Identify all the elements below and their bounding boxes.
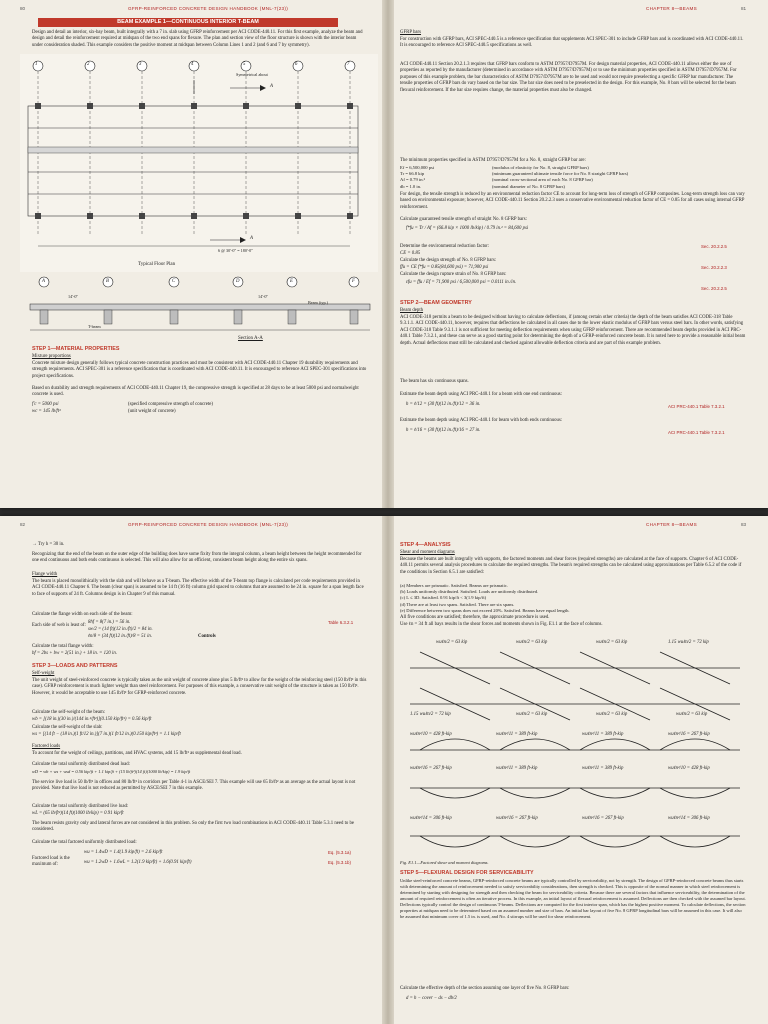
try-text: Recognizing that the end of the beam on the outer edge of the building does have some fixity from the integral column, a beam height between the height recommended for one end continuous and both ends continuous is selected. This will also allow for an efficient, consistent beam height along the entire six spans. [32, 552, 362, 564]
sec-ref-2: Sec. 20.2.2.3 [701, 265, 727, 270]
section-marker-a-top: A [270, 84, 273, 89]
condition-item: (d) There are at least two spans. Satisfied. There are six spans. [400, 601, 515, 607]
moment-label: wuℓn²/11 = 389 ft-kip [582, 732, 624, 737]
calc-live-load: Calculate the total uniformly distributed live load: [32, 804, 129, 809]
est-one-end: Estimate the beam depth using ACI PRC-440.1 for a beam with one end continuous: [400, 392, 563, 397]
dim-14ft-left: 14'-0" [68, 294, 79, 299]
grid-label-b: B [106, 279, 109, 284]
shear-label: wuℓn/2 = 63 kip [516, 640, 548, 645]
shear-label: wuℓn/2 = 63 kip [516, 712, 548, 717]
eq-slab-sw: ws = [(14 ft − (18 in.)(1 ft/12 in.)](7 in.)(1 ft/12 in.)(0.150 kip/ft³) = 1.1 kip/ft [32, 732, 181, 737]
shear-label: 1.15 wuℓn/2 = 72 kip [668, 640, 709, 645]
page-80 [18, 0, 380, 508]
moment-label: wuℓn²/11 = 389 ft-kip [496, 732, 538, 737]
running-head: CHAPTER 8—BEAMS [646, 6, 697, 11]
calc-beam-sw: Calculate the self-weight of the beam: [32, 710, 106, 715]
controls-label: Controls [198, 634, 216, 639]
eq-wu1: wu = 1.4wD = 1.4(1.9 kip/ft) = 2.6 kip/ft [84, 850, 163, 855]
wc-value: wc = 145 lb/ft³ [32, 409, 61, 414]
six-spans: The beam has six continuous spans. [400, 379, 469, 384]
flange-text: The beam is placed monolithically with the slab and will behave as a T-beam. The effective width of the T-beam top flange is calculated per code requirements provided in ACI CODE-440.11 Chapter 6. The beam (clear span) is assumed to be 14 ft (16 ft) column grid spaced to columns that are assumed to be 24 in. square for a span length face to face of supports of 24 ft. Columns design is in Chapter 9 of this manual. [32, 579, 364, 597]
gfrp-subheading: GFRP bars [400, 30, 422, 35]
top-spread [0, 0, 768, 508]
prop-desc: (nominal diameter of No. 8 GFRP bars) [492, 183, 565, 189]
shear-moment-diagram [400, 632, 750, 880]
eq-h2: h = ℓ/16 = (30 ft)(12 in./ft)/16 = 27 in. [406, 428, 481, 433]
figure-caption: Fig. E1.1—Factored shear and moment diagrams. [400, 860, 489, 865]
grid-label-f: F [352, 279, 355, 284]
grid-label-7: 7 [347, 62, 350, 67]
eq-ffu-star: f*fu = Tr / Af = (66.8 kip × 1000 lb/kip) / 0.79 in.² = 84,600 psi [406, 226, 529, 231]
grid-label-3: 3 [139, 62, 142, 67]
step4-subheading: Shear and moment diagrams [400, 550, 455, 555]
try-h: → Try h = 30 in. [32, 542, 65, 547]
grid-label-5: 5 [243, 62, 246, 67]
eq-eps: εfu = ffu / Ef = 71,900 psi / 6,500,000 psi = 0.0111 in./in. [406, 280, 517, 285]
tee-beam-label: T-beam [88, 324, 101, 329]
min-props-intro: The minimum properties specified in ASTM D7957/D7957M for a No. 8, straight GFRP bar are: [400, 158, 586, 163]
step1-text: Concrete mixture design generally follows typical concrete construction practices and must be consistent with ACI CODE-440.11 Chapter 19 durability requirements and strength requirements. ACI SPEC-301 is a reference specification that is coordinated with ACI CODE-440.11. It is encouraged to reference ACI SPEC-301 specifications into project specifications. [32, 361, 367, 379]
moment-label: wuℓn²/11 = 389 ft-kip [582, 766, 624, 771]
prop-symbol: Af = 0.79 in.² [400, 177, 426, 183]
prop-desc: (modulus of elasticity for No. 8, straight GFRP bars) [492, 165, 589, 170]
fc-value: f′c = 5000 psi [32, 402, 59, 407]
eq-beam-sw: wb = [(18 in.)(30 in.)/(144 in.²/ft²)](0.150 kip/ft³) = 0.56 kip/ft [32, 717, 152, 722]
running-head: GFRP-REINFORCED CONCRETE DESIGN HANDBOOK (MNL-7(23)) [128, 6, 289, 11]
page-number: 80 [20, 6, 26, 11]
eq-live-load: wL = (65 lb/ft²)(14 ft)(1000 lb/kip) = 0.91 kip/ft [32, 811, 124, 816]
conditions-list [400, 583, 746, 614]
step1-heading: STEP 1—MATERIAL PROPERTIES [32, 346, 120, 352]
eq-ffu: ffu = CE f*fu = 0.85(84,600 psi) = 71,900 psi [400, 265, 489, 270]
self-weight-subheading: Self-weight [32, 671, 55, 676]
wc-note: (unit weight of concrete) [128, 409, 176, 414]
fc-note: (specified compressive strength of concrete) [128, 402, 213, 407]
bottom-spread [0, 516, 768, 1024]
calc-slab-sw: Calculate the self-weight of the slab: [32, 725, 103, 730]
step4-heading: STEP 4—ANALYSIS [400, 542, 451, 548]
grid-label-1: 1 [35, 62, 38, 67]
live-load-text: The service live load is 50 lb/ft² in offices and 80 lb/ft² in corridors per Table 4-1 in ASCE/SEI 7. This example will use 65 lb/ft² as an average as the actual layout is not provided. Note that live load is not reduced as permitted by ASCE/SEI 7 in this example. [32, 780, 356, 792]
use-text: Use ℓn = 34 ft all bays results in the shear forces and moments shown in Fig. E1.1 at the face of columns. [400, 622, 603, 627]
dim-14ft-right: 14'-0" [258, 294, 269, 299]
eq-b3: ℓn/8 = (34 ft)(12 in./ft)/8 = 51 in. [88, 634, 153, 639]
calc-dead-load: Calculate the total uniformly distributed dead load: [32, 762, 131, 767]
symmetry-note: Symmetrical about [236, 72, 268, 77]
grid-label-2: 2 [87, 62, 90, 67]
step3-heading: STEP 3—LOADS AND PATTERNS [32, 663, 118, 669]
prop-symbol: Ef = 6,500,000 psi [400, 165, 435, 170]
intro-paragraph: Design and detail an interior, six-bay beam, built integrally with a 7 in. slab using GFRP reinforcement per ACI CODE-440.11. For this first example, analyze the beam and design and detail the reinforcement required at midspan of the two end spans for flexure. The plan and section view of the floor structure is shown with the interior beam under consideration shaded. This example considers the positive moment at midspan between Column Lines 1 and 2 (and 6 and 7 by symmetry). [32, 30, 363, 48]
shear-label: wuℓn/2 = 63 kip [596, 640, 628, 645]
calc-total-flange: Calculate the total flange width: [32, 644, 94, 649]
eq-bf: bf = 2bs + bw = 2(51 in.) + 18 in. = 120 in. [32, 651, 117, 656]
flange-subheading: Flange width [32, 572, 58, 577]
gfrp-text2: ACI CODE-440.11 Section 20.2.1.3 requires that GFRP bars conform to ASTM D7957/D7957M. For design material properties, ACI CODE-440.11 allows either the use of properties as reported by the manufacturer (determined in accordance with ASTM D7957/D7957M) or to use the minimum properties specified in ASTM D7957/D7957M. For purposes of this example problem, the bar characteristics of ASTM D7957/D7957M are to be used and would not require preselecting a specific GFRP bar manufacturer. The tensile properties of GFRP bars do vary based on the bar size. The bar size does need to be preselected in the design. For this example, No. 8 bars will be selected for the beam flexural reinforcement. If the bar size requires change, the material properties must also be changed. [400, 62, 737, 93]
step2-text: ACI CODE-318 permits a beam to be designed without having to calculate deflections, if (among certain other criteria) the depth of the beam satisfies ACI CODE-318 Table 9.3.1.1. ACI CODE-440.11, however, requires that deflections be calculated in all cases due to the lower elastic modulus of GFRP bars versus steel bars. In other words, satisfying ACI CODE-318 Table 9.3.1.1 is not sufficient for meeting deflection requirements when using GFRP reinforcement. There are recommended beam depths provided in ACI PRC-440.1 Table 7.3.2.1, and these can serve as a good starting point for determining the depth of a GFRP-reinforced concrete beam. It is noted here to provide a reasonable initial beam depth. Actual deflections must still be calculated and checked against allowable deflection criteria and are part of this example problem. [400, 315, 746, 346]
eq-wu2: wu = 1.2wD + 1.6wL = 1.2(1.9 kip/ft) + 1.6(0.91 kip/ft) [84, 860, 192, 865]
floor-plan-title: Typical Floor Plan [138, 262, 176, 267]
ref-table-1: ACI PRC-440.1 Table 7.3.2.1 [668, 404, 725, 409]
bay-dimension: 6 @ 30'-0" = 180'-0" [218, 248, 253, 253]
grid-label-d: D [236, 279, 240, 284]
moment-label: wuℓn²/14 = 306 ft-kip [410, 816, 452, 821]
est-both-ends: Estimate the beam depth using ACI PRC-440.1 for beam with both ends continuous: [400, 418, 563, 423]
page-number: 82 [20, 522, 26, 527]
each-side: Each side of web is least of: [32, 623, 86, 628]
conditions-end: All five conditions are satisfied; therefore, the approximate procedure is used. [400, 615, 550, 620]
props-descriptions [492, 165, 742, 190]
gutter [382, 516, 394, 1024]
gutter [382, 0, 394, 508]
sec-ref-1: Sec. 20.2.2.5 [701, 244, 727, 249]
section-marker-a-bottom: A [250, 236, 253, 241]
factored-is: Factored load is the maximum of: [32, 856, 70, 868]
calc-eps: Calculate the design rupture strain of No. 8 GFRP bars: [400, 272, 507, 277]
shear-label: wuℓn/2 = 63 kip [676, 712, 708, 717]
page-82 [18, 516, 380, 1024]
prop-symbol: db = 1.0 in. [400, 183, 422, 189]
page-81 [396, 0, 756, 508]
ref-table-2: ACI PRC-440.1 Table 7.3.2.1 [668, 430, 725, 435]
section-title: Section A-A [238, 336, 263, 341]
page-83 [396, 516, 756, 1024]
prop-symbol: Tr = 66.8 kip [400, 171, 425, 177]
condition-item: (e) Difference between two spans does not exceed 20%. Satisfied. Beams have equal length. [400, 607, 570, 613]
table-ref: Table 6.3.2.1 [328, 620, 354, 625]
shear-label: wuℓn/2 = 63 kip [436, 640, 468, 645]
eq-b2: sw/2 = (14 ft)(12 in./ft)/2 = 84 in. [88, 627, 153, 632]
moment-label: wuℓn²/10 = 428 ft-kip [668, 766, 710, 771]
calc-factored: Calculate the total factored uniformly distributed load: [32, 840, 137, 845]
example-banner: BEAM EXAMPLE 1—CONTINUOUS INTERIOR T-BEAM [38, 18, 338, 27]
floor-plan-drawing [20, 54, 378, 272]
grid-label-c: C [172, 279, 176, 284]
ce-value: CE = 0.85 [400, 251, 421, 256]
shear-label: wuℓn/2 = 63 kip [596, 712, 628, 717]
moment-label: wuℓn²/11 = 389 ft-kip [496, 766, 538, 771]
gravity-text: The beam resists gravity only and lateral forces are not considered in this problem. So only the first two load combinations in ACI CODE-440.11 Table 5.3.1 need to be considered. [32, 821, 355, 833]
eq-ref-2: Eq. (5.3.1b) [328, 860, 351, 865]
step2-subheading: Beam depth [400, 308, 424, 313]
eq-ref-1: Eq. (5.3.1a) [328, 850, 351, 855]
calc-ffu: Calculate the design strength of No. 8 GFRP bars: [400, 258, 497, 263]
det-ce: Determine the environmental reduction factor: [400, 244, 490, 249]
shear-label: 1.15 wuℓn/2 = 72 kip [410, 712, 451, 717]
prop-desc: (nominal cross-sectional area of each No. 8 GFRP bar) [492, 177, 593, 183]
grid-label-e: E [290, 279, 293, 284]
sec-ref-3: Sec. 20.2.2.5 [701, 286, 727, 291]
running-head: CHAPTER 8—BEAMS [646, 522, 697, 527]
ce-text: For design, the tensile strength is reduced by an environmental reduction factor CE to account for long-term loss of strength of GFRP composites. Long-term strength loss can vary based on environmental exposure; however, ACI CODE-440.11 Section 20.2.2.3 uses a conservative environmental reduction factor of CE = 0.85 for all cases using internal GFRP reinforcement. [400, 192, 745, 210]
moment-label: wuℓn²/16 = 267 ft-kip [668, 732, 710, 737]
eq-d: d = h − cover − ds − db/2 [406, 996, 457, 1001]
step5-heading: STEP 5—FLEXURAL DESIGN FOR SERVICEABILITY [400, 870, 534, 876]
calc-guaranteed: Calculate guaranteed tensile strength of straight No. 8 GFRP bars: [400, 217, 527, 222]
step1-subheading: Mixture proportions [32, 354, 71, 359]
step4-text: Because the beams are built integrally with supports, the factored moments and shear forces (required strengths) are calculated at the face of supports. Chapter 6 of ACI CODE-440.11 permits several analysis procedures to calculate the required strengths. The beam's required strengths can be calculated using approximations per Table 6.5.2 of the code if the conditions in Section 6.5.1 are satisfied: [400, 557, 742, 575]
factored-text: To account for the weight of ceilings, partitions, and HVAC systems, add 15 lb/ft² as supplemental dead load. [32, 751, 242, 756]
section-a-a-drawing [20, 274, 378, 342]
moment-label: wuℓn²/10 = 428 ft-kip [410, 732, 452, 737]
condition-item: (b) Loads uniformly distributed. Satisfied. Loads are uniformly distributed. [400, 589, 539, 595]
factored-subheading: Factored loads [32, 744, 61, 749]
gfrp-text: For construction with GFRP bars, ACI SPEC-440.5 is a reference specification that supplements ACI SPEC-301 to include GFRP bars and is coordinated with ACI CODE-440.11. It is encouraged to reference ACI SPEC-440.5 specifications as well. [400, 37, 744, 49]
grid-label-a: A [42, 279, 45, 284]
moment-label: wuℓn²/16 = 267 ft-kip [410, 766, 452, 771]
step2-heading: STEP 2—BEAM GEOMETRY [400, 300, 472, 306]
condition-item: (c) L ≤ 3D. Satisfied. 0.91 kip/ft < 3(1.9 kip/ft) [400, 595, 487, 601]
step5-text: Unlike steel-reinforced concrete beams, GFRP-reinforced concrete beams are typically controlled by serviceability, not by strength. The design of GFRP-reinforced concrete beams thus starts with determining the amount of reinforcement needed to satisfy serviceability considerations, then strength is checked. This is opposite of the normal manner in which steel reinforcement is determined by starting with designing for strength and then checking the beam for serviceability criteria. Because there are several factors that influence serviceability, the determination of the amount of required reinforcement is often an iterative process. In this example, an initial layout of flexural reinforcement is assumed. Deflections are then checked with the assumed bar layout. Deflections typically control the design of continuous T-beams. Deflections are computed for the first interior span, which has the highest positive moment. To calculate deflections, the section properties at midspan need to be determined based on an assumed number and size of bars. An initial bar layout of five No. 8 GFRP longitudinal bars will be assumed in this case. It will also be assumed that minimum cover of 1.5 in. is used, and No. 4 stirrups will be used for shear reinforcement. [400, 878, 746, 919]
eq-b1: 8hf = 8(7 in.) = 56 in. [88, 620, 131, 625]
self-weight-text: The unit weight of steel-reinforced concrete is typically taken as the unit weight of concrete alone plus 5 lb/ft³ to allow for the weight of the reinforcing steel (150 lb/ft³ in this case). GFRP reinforcement is much lighter weight than steel reinforcement. For purposes of this example, a conservative unit weight of the structure is taken as 150 lb/ft³. However, it would be acceptable to use 145 lb/ft³ for GFRP-reinforced concrete. [32, 678, 367, 696]
eq-dead-load: wD = wb + ws + wsd = 0.56 kip/ft + 1.1 kip/ft + (15 lb/ft²)(14 ft)(1000 lb/kip) = 1.9 kip/ft [32, 769, 191, 774]
running-head: GFRP-REINFORCED CONCRETE DESIGN HANDBOOK (MNL-7(23)) [128, 522, 289, 527]
moment-label: wuℓn²/16 = 267 ft-kip [496, 816, 538, 821]
eq-h1: h = ℓ/12 = (30 ft)(12 in./ft)/12 = 36 in. [406, 402, 481, 407]
step1-text2: Based on durability and strength requirements of ACI CODE-440.11 Chapter 19, the compressive strength is specified at 28 days to be at least 5000 psi and normalweight concrete is used. [32, 386, 359, 398]
page-number: 81 [741, 6, 747, 11]
condition-item: (a) Members are prismatic. Satisfied. Beams are prismatic. [400, 583, 508, 588]
page-number: 83 [741, 522, 747, 527]
moment-label: wuℓn²/14 = 306 ft-kip [668, 816, 710, 821]
calc-d: Calculate the effective depth of the section assuming one layer of five No. 8 GFRP bars: [400, 986, 570, 991]
grid-label-4: 4 [191, 62, 194, 67]
calc-flange: Calculate the flange width on each side of the beam: [32, 612, 133, 617]
beam-typ-label: Beam (typ.) [308, 300, 329, 305]
grid-label-6: 6 [295, 62, 298, 67]
prop-desc: (minimum guaranteed ultimate tensile force for No. 8 straight GFRP bars) [492, 171, 629, 177]
moment-label: wuℓn²/16 = 267 ft-kip [582, 816, 624, 821]
